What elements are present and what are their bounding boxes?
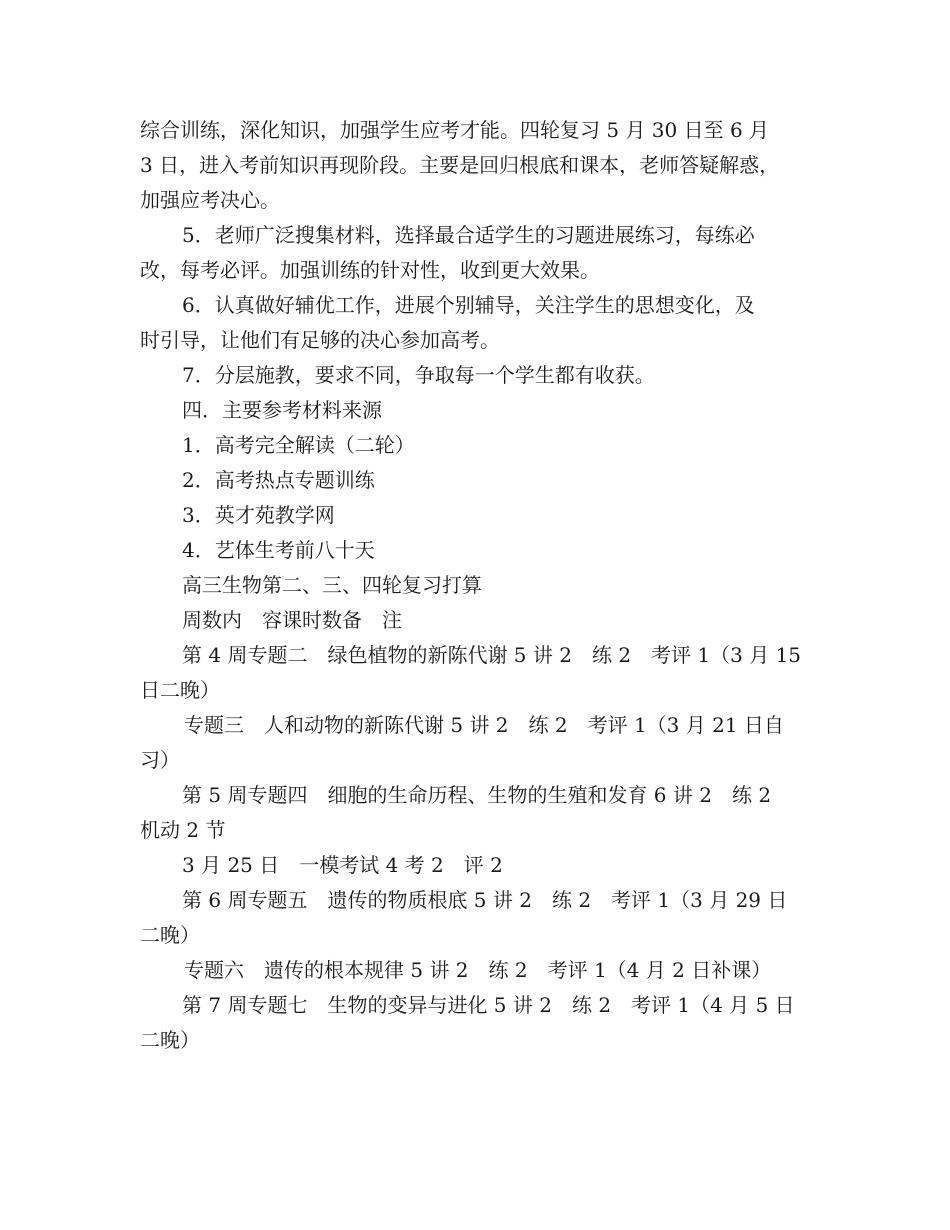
plan-row-week5: 第 5 周专题四 细胞的生命历程、生物的生殖和发育 6 讲 2 练 2 — [182, 783, 772, 807]
plan-row-week4-cont: 日二晚） — [140, 678, 220, 702]
plan-row-exam: 3 月 25 日 一模考试 4 考 2 评 2 — [182, 853, 503, 877]
text-line-2: 3 日，进入考前知识再现阶段。主要是回归根底和课本，老师答疑解惑， — [140, 153, 780, 177]
text-line-3: 加强应考决心。 — [140, 188, 280, 212]
plan-title: 高三生物第二、三、四轮复习打算 — [182, 573, 482, 597]
reference-item-3: 3．英才苑教学网 — [182, 503, 335, 527]
plan-row-week6: 第 6 周专题五 遗传的物质根底 5 讲 2 练 2 考评 1（3 月 29 日 — [182, 888, 788, 912]
text-line-7: 时引导，让他们有足够的决心参加高考。 — [140, 328, 500, 352]
list-item-6: 6．认真做好辅优工作，进展个别辅导，关注学生的思想变化，及 — [182, 293, 755, 317]
plan-row-topic3-cont: 习） — [140, 748, 180, 772]
plan-row-week7-cont: 二晚） — [140, 1028, 200, 1052]
plan-row-week6-cont: 二晚） — [140, 923, 200, 947]
list-item-5: 5．老师广泛搜集材料，选择最合适学生的习题进展练习，每练必 — [182, 223, 755, 247]
plan-row-week4: 第 4 周专题二 绿色植物的新陈代谢 5 讲 2 练 2 考评 1（3 月 15 — [182, 643, 802, 667]
document-body — [140, 113, 815, 1058]
reference-item-2: 2．高考热点专题训练 — [182, 468, 375, 492]
reference-item-4: 4．艺体生考前八十天 — [182, 538, 375, 562]
plan-header-row: 周数内 容课时数备 注 — [182, 608, 402, 632]
list-item-7: 7．分层施教，要求不同，争取每一个学生都有收获。 — [182, 363, 655, 387]
section-heading-4: 四．主要参考材料来源 — [182, 398, 382, 422]
reference-item-1: 1．高考完全解读（二轮） — [182, 433, 415, 457]
plan-row-week7: 第 7 周专题七 生物的变异与进化 5 讲 2 练 2 考评 1（4 月 5 日 — [182, 993, 795, 1017]
text-line-1: 综合训练，深化知识，加强学生应考才能。四轮复习 5 月 30 日至 6 月 — [140, 118, 770, 142]
plan-row-topic6: 专题六 遗传的根本规律 5 讲 2 练 2 考评 1（4 月 2 日补课） — [184, 958, 772, 982]
plan-row-week5-cont: 机动 2 节 — [140, 818, 226, 842]
text-line-5: 改，每考必评。加强训练的针对性，收到更大效果。 — [140, 258, 600, 282]
plan-row-topic3: 专题三 人和动物的新陈代谢 5 讲 2 练 2 考评 1（3 月 21 日自 — [184, 713, 784, 737]
